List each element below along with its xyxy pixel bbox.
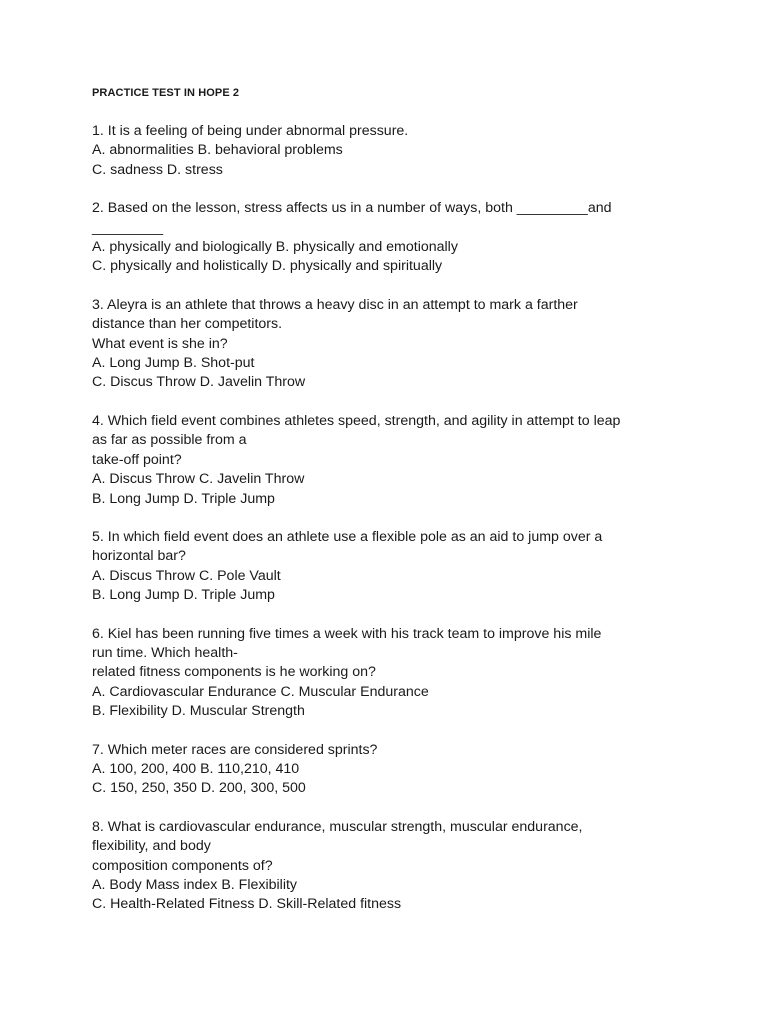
document-page (92, 84, 692, 934)
question-line: B. Long Jump D. Triple Jump (92, 587, 275, 604)
question-line: A. Long Jump B. Shot-put (92, 355, 255, 372)
page-title: PRACTICE TEST IN HOPE 2 (92, 87, 240, 99)
question-text: 5. In which field event does an athlete use a flexible pole as an aid to jump over a (92, 528, 603, 545)
question-7 (92, 741, 692, 799)
question-line: flexibility, and body (92, 838, 211, 855)
question-list (92, 122, 692, 915)
question-line: A. physically and biologically B. physically and emotionally (92, 239, 458, 256)
question-line: B. Flexibility D. Muscular Strength (92, 703, 305, 720)
question-line: run time. Which health- (92, 644, 238, 661)
question-text: 3. Aleyra is an athlete that throws a heavy disc in an attempt to mark a farther (92, 296, 578, 313)
question-line: take-off point? (92, 451, 182, 468)
question-line: as far as possible from a (92, 432, 247, 449)
question-line: composition components of? (92, 857, 273, 874)
question-line: distance than her competitors. (92, 316, 283, 333)
question-line: What event is she in? (92, 335, 228, 352)
question-line: _________ (92, 219, 164, 236)
question-line: C. physically and holistically D. physically and spiritually (92, 258, 443, 275)
question-text: 2. Based on the lesson, stress affects us in a number of ways, both _________and (92, 200, 612, 217)
question-text: 8. What is cardiovascular endurance, muscular strength, muscular endurance, (92, 818, 583, 835)
question-line: A. Discus Throw C. Javelin Throw (92, 471, 305, 488)
question-line: C. 150, 250, 350 D. 200, 300, 500 (92, 780, 306, 797)
question-4 (92, 412, 692, 509)
question-line: A. 100, 200, 400 B. 110,210, 410 (92, 760, 300, 777)
question-text: 7. Which meter races are considered sprints? (92, 741, 378, 758)
question-text: 6. Kiel has been running five times a week with his track team to improve his mile (92, 625, 602, 642)
question-2 (92, 199, 692, 277)
question-6 (92, 625, 692, 722)
question-line: horizontal bar? (92, 548, 186, 565)
question-line: A. abnormalities B. behavioral problems (92, 142, 343, 159)
question-text: 1. It is a feeling of being under abnormal pressure. (92, 123, 409, 139)
question-8 (92, 818, 692, 915)
question-line: A. Body Mass index B. Flexibility (92, 877, 298, 893)
question-text: 4. Which field event combines athletes speed, strength, and agility in attempt to leap (92, 412, 621, 429)
question-3 (92, 296, 692, 393)
question-5 (92, 528, 692, 606)
question-line: A. Cardiovascular Endurance C. Muscular Endurance (92, 683, 429, 700)
question-line: related fitness components is he working on? (92, 664, 376, 681)
question-line: C. sadness D. stress (92, 161, 223, 178)
question-line: B. Long Jump D. Triple Jump (92, 490, 275, 507)
question-1 (92, 122, 692, 180)
question-line: C. Discus Throw D. Javelin Throw (92, 374, 306, 391)
question-line: C. Health-Related Fitness D. Skill-Related fitness (92, 896, 402, 913)
question-line: A. Discus Throw C. Pole Vault (92, 567, 281, 584)
